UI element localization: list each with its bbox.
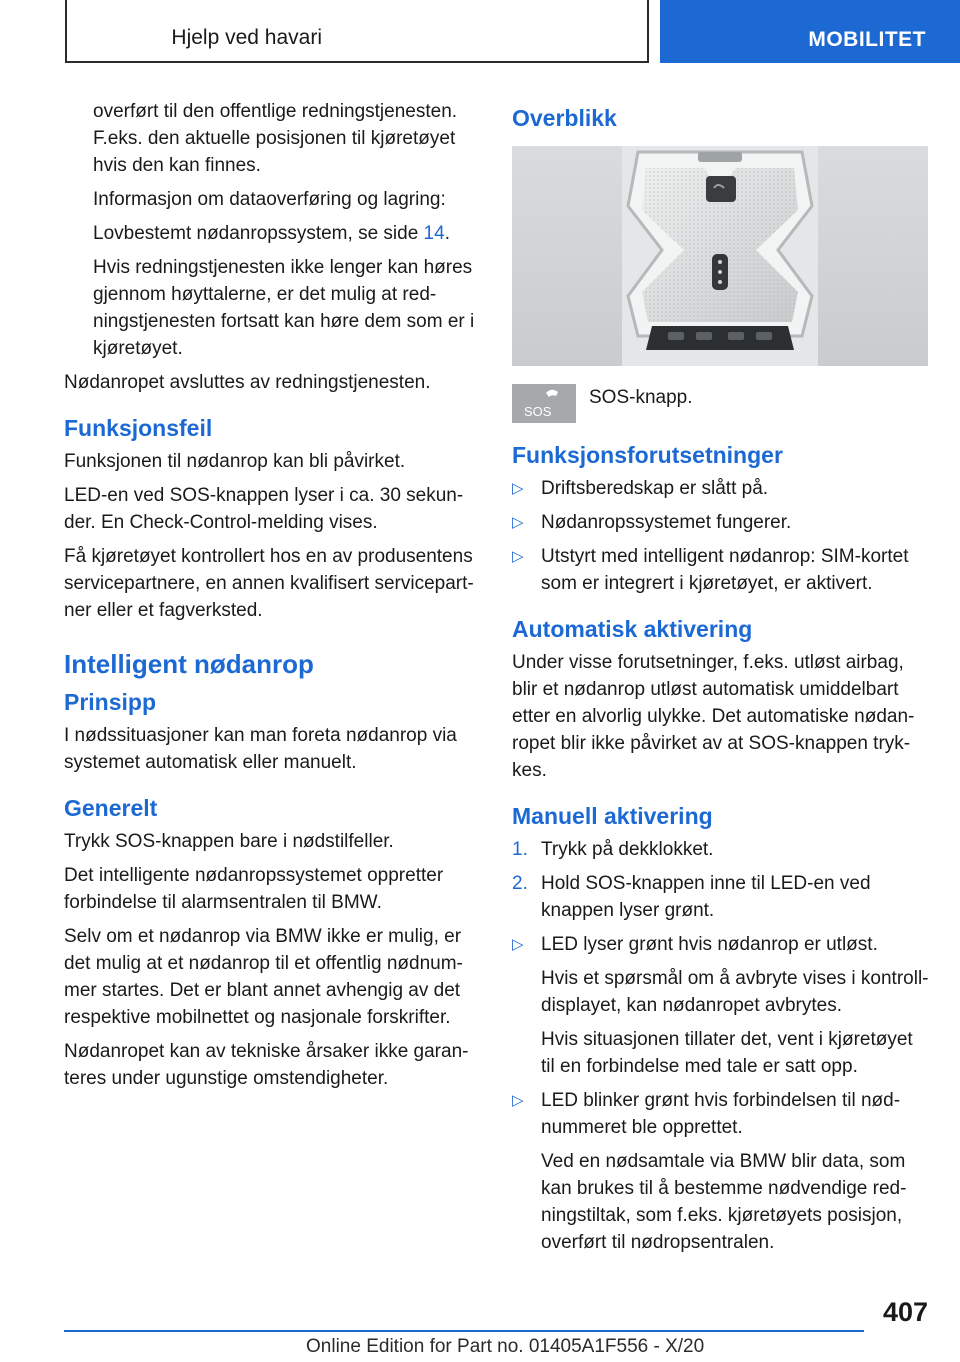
heading-manuell-aktivering: Manuell aktivering — [512, 803, 713, 829]
step-number: 2. — [512, 873, 528, 894]
list-item — [512, 509, 930, 536]
paragraph: overført til den offentlige redningstjenesten. F.eks. den aktuelle posisjonen til kjøretøyet hvis den kan finnes. — [93, 101, 458, 176]
heading-intelligent-nodanrop: Intelligent nødanrop — [64, 649, 314, 679]
header-section-title: Hjelp ved havari — [171, 26, 322, 49]
paragraph: LED-en ved SOS-knappen lyser i ca. 30 sekun- der. En Check-Control-melding vises. — [64, 485, 464, 533]
paragraph: Selv om et nødanrop via BMW ikke er mulig, er det mulig at et nødanrop til et offentlig nødnum- mer startes. Det er blant annet avhengig av det respektive mobilnettet og nasjonale forskrifter. — [64, 926, 463, 1028]
heading-generelt: Generelt — [64, 795, 158, 821]
list-item — [512, 475, 930, 502]
footer-divider — [64, 1330, 864, 1332]
bullet-triangle-icon: ▷ — [512, 548, 524, 565]
paragraph-text: . — [444, 223, 450, 244]
page-number: 407 — [882, 1297, 928, 1327]
heading-automatisk-aktivering: Automatisk aktivering — [512, 616, 753, 642]
step-item — [512, 870, 930, 924]
paragraph: Hvis et spørsmål om å avbryte vises i kontroll- displayet, kan nødanropet avbrytes. — [541, 968, 929, 1016]
list-item-text: Nødanropssystemet fungerer. — [541, 512, 792, 533]
header-chapter-tab[interactable] — [660, 0, 960, 63]
paragraph — [64, 220, 480, 247]
paragraph: Ved en nødsamtale via BMW blir data, som kan brukes til å bestemme nødvendige red- ningstiltak, som f.eks. kjøretøyets posisjon, overført til nødropsentralen. — [541, 1151, 907, 1253]
paragraph: Hvis situasjonen tillater det, vent i kjøretøyet til en forbindelse med tale er satt opp. — [541, 1029, 913, 1077]
right-column — [512, 98, 930, 1263]
step-number: 1. — [512, 839, 528, 860]
sos-legend-row — [512, 384, 930, 423]
paragraph-text: Lovbestemt nødanropssystem, se side — [93, 223, 424, 244]
heading-prinsipp: Prinsipp — [64, 689, 157, 715]
paragraph: Trykk SOS-knappen bare i nødstilfeller. — [64, 831, 394, 852]
paragraph: Få kjøretøyet kontrollert hos en av produsentens servicepartnere, en annen kvalifisert servicepart- ner eller et fagverksted. — [64, 546, 474, 621]
paragraph: Hvis redningstjenesten ikke lenger kan høres gjennom høyttalerne, er det mulig at red- ningstjenesten fortsatt kan høre dem som er i kjøretøyet. — [93, 257, 475, 359]
overhead-console-image — [512, 146, 928, 366]
paragraph: Det intelligente nødanropssystemet oppretter forbindelse til alarmsentralen til BMW. — [64, 865, 444, 913]
paragraph: Informasjon om dataoverføring og lagring: — [93, 189, 446, 210]
list-item — [512, 931, 930, 958]
sos-phone-icon — [512, 384, 576, 423]
paragraph: Nødanropet kan av tekniske årsaker ikke garan- teres under ugunstige omstendigheter. — [64, 1041, 469, 1089]
step-text: Hold SOS-knappen inne til LED-en ved knappen lyser grønt. — [541, 873, 871, 921]
list-item — [512, 1087, 930, 1141]
list-item-text: Utstyrt med intelligent nødanrop: SIM-kortet som er integrert i kjøretøyet, er aktivert. — [541, 546, 909, 594]
bullet-triangle-icon: ▷ — [512, 514, 524, 531]
heading-funksjonsforutsetninger: Funksjonsforutsetninger — [512, 442, 783, 468]
page-link[interactable]: 14 — [423, 223, 445, 244]
paragraph: Nødanropet avsluttes av redningstjenesten. — [64, 372, 431, 393]
list-item-text: LED lyser grønt hvis nødanrop er utløst. — [541, 934, 878, 955]
list-item — [512, 543, 930, 597]
sos-caption: SOS-knapp. — [589, 387, 693, 408]
bullet-triangle-icon: ▷ — [512, 936, 524, 953]
paragraph: Funksjonen til nødanrop kan bli påvirket. — [64, 451, 406, 472]
bullet-triangle-icon: ▷ — [512, 480, 524, 497]
bullet-triangle-icon: ▷ — [512, 1092, 524, 1109]
paragraph: Under visse forutsetninger, f.eks. utløst airbag, blir et nødanrop utløst automatisk umiddelbart etter en alvorlig ulykke. Det automatiske nødan- ropet blir ikke påvirket av at SOS-knappen tryk- kes. — [512, 652, 915, 781]
footer-edition: Online Edition for Part no. 01405A1F556 - X/20 — [306, 1336, 705, 1357]
step-text: Trykk på dekklokket. — [541, 839, 714, 860]
header-chapter-title: MOBILITET — [808, 28, 926, 51]
paragraph: I nødssituasjoner kan man foreta nødanrop via systemet automatisk eller manuelt. — [64, 725, 457, 773]
list-item-text: Driftsberedskap er slått på. — [541, 478, 769, 499]
header-section-box — [65, 0, 649, 63]
heading-overblikk: Overblikk — [512, 105, 617, 131]
left-column — [64, 98, 480, 1099]
step-item — [512, 836, 930, 863]
heading-funksjonsfeil: Funksjonsfeil — [64, 415, 213, 441]
list-item-text: LED blinker grønt hvis forbindelsen til nød- nummeret ble opprettet. — [541, 1090, 901, 1138]
sos-badge-label: SOS — [524, 404, 552, 419]
